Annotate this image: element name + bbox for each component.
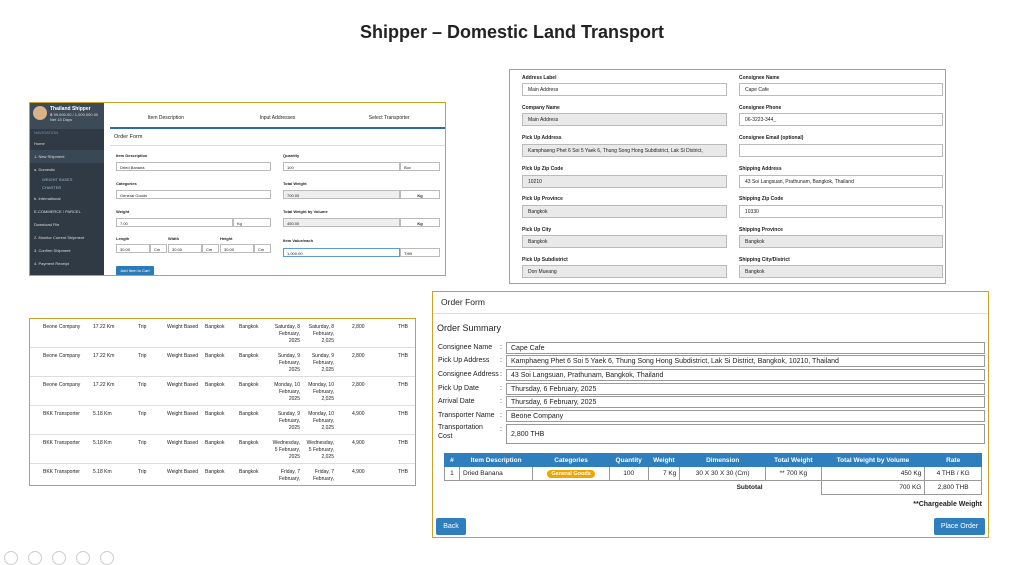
transporter-pick: Sunday, 9 February, 2025	[277, 353, 300, 373]
order-summary-panel	[432, 291, 989, 538]
summary-colon: :	[500, 412, 502, 419]
item-description: Dried Banana	[459, 467, 532, 481]
transporter-arr: Monday, 10 February, 2,025	[308, 382, 334, 402]
transporter-to: Bangkok	[239, 411, 259, 417]
weight-input[interactable]: 7.00	[116, 218, 233, 227]
tw-input: 700.00	[283, 190, 400, 199]
nav-new-shipment[interactable]: 1. New Shipment	[30, 150, 104, 163]
column-header: Rate	[925, 454, 982, 467]
width-label: Width	[168, 236, 180, 241]
transporter-arr: Wednesday, 5 February, 2,025	[306, 440, 334, 460]
summary-value: Cape Cafe	[506, 342, 985, 354]
transporter-row[interactable]	[30, 435, 416, 464]
company-label: Company Name	[522, 105, 560, 111]
summary-label: Consignee Address	[438, 371, 499, 378]
address-label-select[interactable]: Main Address	[522, 83, 727, 96]
summary-value: Beone Company	[506, 410, 985, 422]
value-label: Item Value/each	[283, 238, 314, 243]
summary-value: Thursday, 6 February, 2025	[506, 396, 985, 408]
transporter-from: Bangkok	[205, 411, 225, 417]
summary-value: Thursday, 6 February, 2025	[506, 383, 985, 395]
transporter-basis: Weight Based	[167, 469, 199, 475]
nav-ecommerce[interactable]: E-COMMERCE / PARCEL	[34, 209, 81, 214]
transporter-price: 2,800	[352, 324, 365, 330]
transporter-from: Bangkok	[205, 382, 225, 388]
page-title: Shipper – Domestic Land Transport	[359, 22, 665, 42]
transporter-type: Trip	[138, 411, 147, 417]
transporter-name: Beone Company	[43, 353, 81, 359]
summary-label: Consignee Name	[438, 344, 493, 351]
width-input[interactable]: 30.00	[168, 244, 202, 253]
bottom-icon[interactable]	[28, 551, 42, 565]
transporter-dist: 17.22 Km	[93, 324, 115, 330]
transporter-type: Trip	[138, 324, 147, 330]
summary-label: Pick Up Date	[438, 385, 479, 392]
nav-international[interactable]: b. International	[34, 196, 61, 201]
sidebar	[30, 103, 104, 276]
transporter-type: Trip	[138, 469, 147, 475]
weight-unit-select[interactable]: Kg	[233, 218, 271, 227]
address-panel	[509, 69, 946, 284]
transporter-dist: 5.18 Km	[93, 469, 112, 475]
pickup-zip-input: 10210	[522, 175, 727, 188]
height-label: Height	[220, 236, 233, 241]
nav-domestic[interactable]: a. Domestic	[34, 167, 56, 172]
transporter-row[interactable]	[30, 406, 416, 435]
category-badge: General Goods	[547, 470, 594, 478]
qty-input[interactable]: 100	[283, 162, 400, 171]
summary-label: Arrival Date	[438, 398, 475, 405]
transporter-name: BKK Transporter	[43, 411, 80, 417]
transporter-to: Bangkok	[239, 353, 259, 359]
item-description-panel	[29, 102, 446, 276]
transporter-from: Bangkok	[205, 353, 225, 359]
summary-label: Transporter Name	[438, 412, 495, 419]
item-weight: 7 Kg	[648, 467, 680, 481]
consignee-name-label: Consignee Name	[739, 75, 780, 81]
column-header: Weight	[648, 454, 680, 467]
pickup-address-input: Kamphaeng Phet 6 Soi 5 Yaek 6, Thung Song Hong Subdistrict, Lak Si District,	[522, 144, 727, 157]
pickup-zip-label: Pick Up Zip Code	[522, 166, 564, 172]
qty-label: Quantity	[283, 153, 300, 158]
bottom-icon[interactable]	[52, 551, 66, 565]
subtotal-row	[445, 481, 982, 495]
user-card	[30, 103, 104, 129]
transporter-pick: Wednesday, 5 February, 2025	[272, 440, 300, 460]
transporter-dist: 5.18 Km	[93, 411, 112, 417]
item-rate: 4 THB / KG	[925, 467, 982, 481]
summary-colon: :	[500, 344, 502, 351]
step-item-description[interactable]: Item Description	[147, 115, 184, 121]
transporter-pick: Sunday, 9 February, 2025	[277, 411, 300, 431]
transporter-cur: THB	[398, 469, 408, 475]
transporter-name: BKK Transporter	[43, 469, 80, 475]
transporter-basis: Weight Based	[167, 382, 199, 388]
shipping-address-input[interactable]: 43 Soi Langsuan, Prathunam, Bangkok, Thailand	[739, 175, 943, 188]
value-input[interactable]: 1,000.00	[283, 248, 400, 257]
chargeable-note: **Chargeable Weight	[913, 501, 982, 508]
value-currency-select[interactable]: THB	[400, 248, 440, 257]
column-header: Categories	[533, 454, 610, 467]
weight-label: Weight	[116, 209, 130, 214]
order-form-heading: Order Form	[433, 292, 988, 314]
transporter-basis: Weight Based	[167, 353, 199, 359]
transporter-basis: Weight Based	[167, 411, 199, 417]
transporter-price: 2,800	[352, 382, 365, 388]
summary-value: 43 Soi Langsuan, Prathunam, Bangkok, Thailand	[506, 369, 985, 381]
transporter-pick: Friday, 7 February,	[278, 469, 300, 482]
item-total-weight-volume: 450 Kg	[821, 467, 925, 481]
transporter-pick: Saturday, 8 February, 2025	[274, 324, 300, 344]
transporter-from: Bangkok	[205, 469, 225, 475]
cat-select[interactable]: General Goods	[116, 190, 271, 199]
pickup-city-input: Bangkok	[522, 235, 727, 248]
nav-download[interactable]: Download File	[34, 222, 60, 227]
summary-colon: :	[500, 398, 502, 405]
transporter-row[interactable]	[30, 319, 416, 348]
pickup-subdistrict-label: Pick Up Subdistrict	[522, 257, 568, 263]
transporter-name: BKK Transporter	[43, 440, 80, 446]
width-unit[interactable]: Cm	[202, 244, 219, 253]
transporter-row[interactable]	[30, 464, 416, 486]
transporter-arr: Sunday, 9 February, 2,025	[311, 353, 334, 373]
place-order-button[interactable]: Place Order	[934, 518, 985, 535]
consignee-phone-input[interactable]: 06-3223-344_	[739, 113, 943, 126]
transporter-name: Beone Company	[43, 382, 81, 388]
table-row	[445, 467, 982, 481]
shipping-province-label: Shipping Province	[739, 227, 783, 233]
twv-label: Total Weight by Volume	[283, 209, 328, 214]
main-form	[110, 103, 445, 276]
column-header: Total Weight	[766, 454, 822, 467]
pickup-subdistrict-select[interactable]: Don Mueang	[522, 265, 727, 278]
bottom-icon[interactable]	[76, 551, 90, 565]
nav-home[interactable]: Home	[34, 141, 45, 146]
shipping-city-label: Shipping City/District	[739, 257, 790, 263]
transporter-to: Bangkok	[239, 324, 259, 330]
transporter-name: Beone Company	[43, 324, 81, 330]
column-header: Dimension	[680, 454, 766, 467]
terms: Net 15 Days	[50, 117, 73, 122]
transporter-price: 4,900	[352, 469, 365, 475]
back-button[interactable]: Back	[436, 518, 466, 535]
nav-confirm[interactable]: 3. Confirm Shipment	[34, 248, 71, 253]
pickup-province-label: Pick Up Province	[522, 196, 563, 202]
item-desc-input[interactable]: Dried Banana	[116, 162, 271, 171]
column-header: Total Weight by Volume	[821, 454, 925, 467]
transporter-to: Bangkok	[239, 469, 259, 475]
pickup-address-label: Pick Up Address	[522, 135, 562, 141]
shipping-zip-input[interactable]: 10330	[739, 205, 943, 218]
transporter-cur: THB	[398, 324, 408, 330]
item-desc-label: Item Description	[116, 153, 148, 158]
nav-charter[interactable]: CHARTER	[42, 185, 62, 190]
summary-colon: :	[500, 385, 502, 392]
twv-unit: Kg	[400, 218, 440, 227]
user-name: Thailand Shipper	[50, 106, 91, 112]
summary-value: Kamphaeng Phet 6 Soi 5 Yaek 6, Thung Song Hong Subdistrict, Lak Si District, Bangkok, 10210, Thailand	[506, 355, 985, 367]
length-unit[interactable]: Cm	[150, 244, 167, 253]
transporter-arr: Monday, 10 February, 2,025	[308, 411, 334, 431]
order-summary-title: Order Summary	[437, 323, 502, 333]
bottom-icon[interactable]	[4, 551, 18, 565]
shipping-zip-label: Shipping Zip Code	[739, 196, 784, 202]
tw-label: Total Weight	[283, 181, 307, 186]
transporter-arr: Saturday, 8 February, 2,025	[308, 324, 334, 344]
transporter-from: Bangkok	[205, 324, 225, 330]
transporter-to: Bangkok	[239, 382, 259, 388]
shipping-address-label: Shipping Address	[739, 166, 782, 172]
transporter-cur: THB	[398, 411, 408, 417]
height-unit[interactable]: Cm	[254, 244, 271, 253]
cat-label: Categories	[116, 181, 137, 186]
bottom-icon[interactable]	[100, 551, 114, 565]
nav-weight-bases[interactable]: WEIGHT BASES	[42, 177, 73, 182]
item-dimension: 30 X 30 X 30 (Cm)	[680, 467, 766, 481]
column-header: #	[445, 454, 460, 467]
transporter-dist: 5.18 Km	[93, 440, 112, 446]
length-input[interactable]: 30.00	[116, 244, 150, 253]
pickup-city-label: Pick Up City	[522, 227, 552, 233]
tw-unit: Kg	[400, 190, 440, 199]
item-quantity: 100	[609, 467, 648, 481]
transporter-type: Trip	[138, 382, 147, 388]
nav-payment[interactable]: 4. Payment Receipt	[34, 261, 69, 266]
consignee-email-input[interactable]	[739, 144, 943, 157]
summary-label: Pick Up Address	[438, 357, 490, 364]
summary-colon: :	[500, 357, 502, 364]
avatar	[33, 106, 47, 120]
subtotal-weight: 700 KG	[821, 481, 925, 495]
item-number: 1	[445, 467, 460, 481]
transporter-from: Bangkok	[205, 440, 225, 446]
summary-label: Transportation Cost	[438, 424, 483, 440]
transporter-basis: Weight Based	[167, 440, 199, 446]
transporter-type: Trip	[138, 440, 147, 446]
transporter-basis: Weight Based	[167, 324, 199, 330]
transporter-price: 4,900	[352, 411, 365, 417]
transporter-cur: THB	[398, 353, 408, 359]
twv-input: 450.00	[283, 218, 400, 227]
transporter-price: 2,800	[352, 353, 365, 359]
transporter-type: Trip	[138, 353, 147, 359]
transporter-dist: 17.22 Km	[93, 353, 115, 359]
subtotal-label: Subtotal	[736, 484, 763, 492]
consignee-email-label: Consignee Email (optional)	[739, 135, 804, 141]
summary-colon: :	[500, 426, 502, 433]
transporter-list-panel	[29, 318, 416, 486]
consignee-name-input[interactable]: Cape Cafe	[739, 83, 943, 96]
summary-value: 2,800 THB	[506, 424, 985, 444]
nav-monitor[interactable]: 2. Monitor Current Shipment	[34, 235, 85, 240]
balance: ฿ 99,600.00 / 1,000,000.00	[50, 112, 99, 117]
column-header: Item Description	[459, 454, 532, 467]
order-items-table	[444, 453, 982, 495]
qty-unit-select[interactable]: Box	[400, 162, 440, 171]
transporter-dist: 17.22 Km	[93, 382, 115, 388]
transporter-pick: Monday, 10 February, 2025	[274, 382, 300, 402]
nav-label: NAVIGATION	[34, 130, 59, 135]
add-item-button[interactable]: Add Item to Cart	[116, 266, 154, 276]
summary-colon: :	[500, 371, 502, 378]
transporter-to: Bangkok	[239, 440, 259, 446]
step-input-addresses[interactable]: Input Addresses	[259, 115, 296, 121]
subtotal-cost: 2,800 THB	[925, 481, 982, 495]
transporter-cur: THB	[398, 440, 408, 446]
length-label: Length	[116, 236, 130, 241]
transporter-row[interactable]	[30, 348, 416, 377]
transporter-price: 4,900	[352, 440, 365, 446]
address-label-label: Address Label	[522, 75, 557, 81]
wizard-steps	[110, 103, 445, 129]
transporter-row[interactable]	[30, 377, 416, 406]
item-total-weight: ** 700 Kg	[766, 467, 822, 481]
height-input[interactable]: 30.00	[220, 244, 254, 253]
shipping-province-input: Bangkok	[739, 235, 943, 248]
step-select-transporter[interactable]: Select Transporter	[368, 115, 410, 121]
order-form-heading: Order Form	[110, 129, 445, 146]
shipping-city-input: Bangkok	[739, 265, 943, 278]
transporter-cur: THB	[398, 382, 408, 388]
column-header: Quantity	[609, 454, 648, 467]
transporter-arr: Friday, 7 February,	[312, 469, 334, 482]
pickup-province-input: Bangkok	[522, 205, 727, 218]
consignee-phone-label: Consignee Phone	[739, 105, 782, 111]
company-input: Main Address	[522, 113, 727, 126]
